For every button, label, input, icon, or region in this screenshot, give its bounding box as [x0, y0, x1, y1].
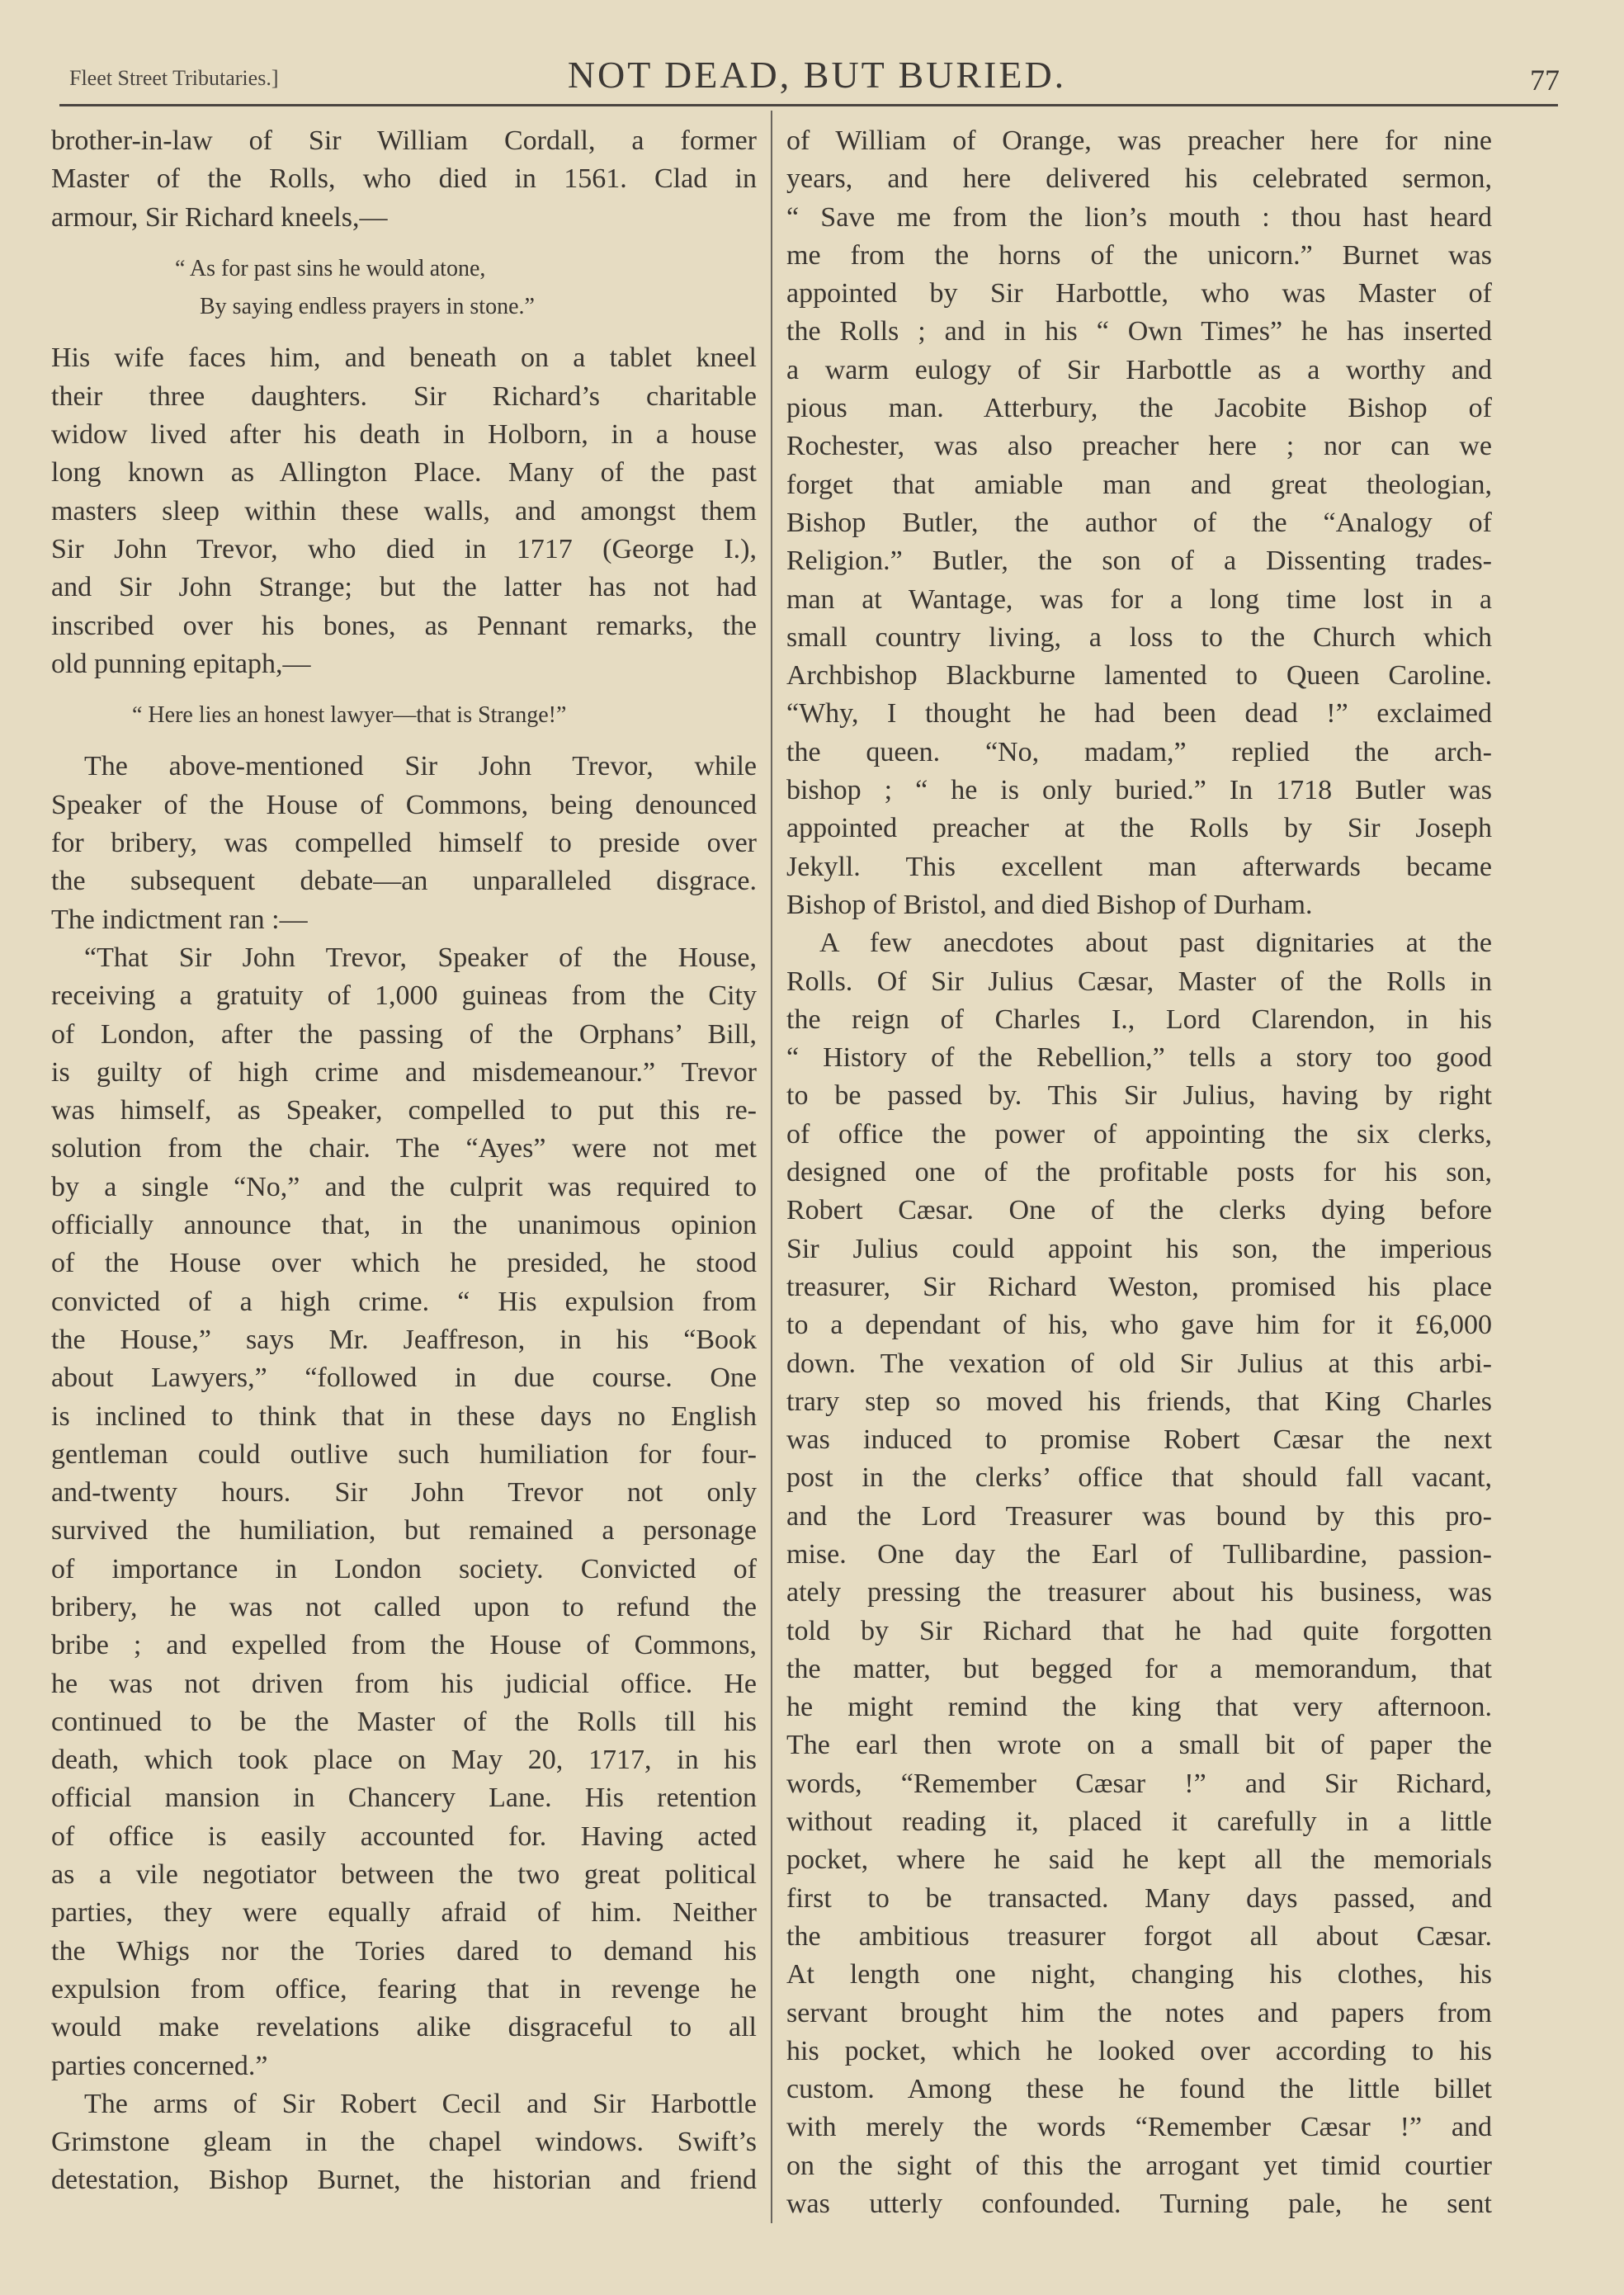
text-line: the House,” says Mr. Jeaffreson, in his “Book [51, 1324, 757, 1355]
text-line: bishop ; “ he is only buried.” In 1718 Butler was [786, 775, 1492, 806]
text-line: the Rolls ; and in his “ Own Times” he has inserted [786, 316, 1492, 347]
verse-line: “ As for past sins he would atone, [175, 255, 486, 281]
text-line: as a vile negotiator between the two great political [51, 1859, 757, 1891]
text-line: and the Lord Treasurer was bound by this pro- [786, 1500, 1492, 1532]
verse-line: By saying endless prayers in stone.” [200, 294, 535, 320]
text-line: survived the humiliation, but remained a personage [51, 1515, 757, 1547]
text-line: long known as Allington Place. Many of the past [51, 457, 757, 489]
epitaph-line: “ Here lies an honest lawyer—that is Strange!” [132, 702, 567, 729]
text-line: by a single “No,” and the culprit was required to [51, 1171, 757, 1202]
text-line: was himself, as Speaker, compelled to put this re- [51, 1095, 757, 1126]
text-line: The indictment ran :— [51, 904, 308, 935]
text-line: The earl then wrote on a small bit of paper the [786, 1730, 1492, 1761]
text-line: expulsion from office, fearing that in revenge he [51, 1973, 757, 2005]
text-line: Sir Julius could appoint his son, the imperious [786, 1233, 1492, 1264]
text-line: “Why, I thought he had been dead !” exclaimed [786, 698, 1492, 730]
text-line: the subsequent debate—an unparalleled disgrace. [51, 866, 757, 897]
text-line: receiving a gratuity of 1,000 guineas from the City [51, 980, 757, 1012]
text-line: the queen. “No, madam,” replied the arch- [786, 736, 1492, 767]
text-line: ately pressing the treasurer about his business, was [786, 1577, 1492, 1608]
text-line: masters sleep within these walls, and amongst them [51, 495, 757, 527]
right-column [786, 122, 1492, 2223]
text-line: Master of the Rolls, who died in 1561. Clad in [51, 163, 757, 195]
text-line: about Lawyers,” “followed in due course. One [51, 1362, 757, 1394]
text-line: Rochester, was also preacher here ; nor can we [786, 431, 1492, 462]
text-line: forget that amiable man and great theologian, [786, 469, 1492, 500]
text-line: solution from the chair. The “Ayes” were not met [51, 1133, 757, 1164]
text-line: convicted of a high crime. “ His expulsion from [51, 1286, 757, 1317]
text-line: he was not driven from his judicial office. He [51, 1668, 757, 1699]
text-line: At length one night, changing his clothes, his [786, 1959, 1492, 1990]
text-line: bribe ; and expelled from the House of Commons, [51, 1630, 757, 1661]
page-header [59, 51, 1574, 102]
text-line: appointed by Sir Harbottle, who was Master of [786, 278, 1492, 309]
text-line: for bribery, was compelled himself to preside over [51, 828, 757, 859]
text-line: of London, after the passing of the Orphans’ Bill, [51, 1018, 757, 1050]
page-number: 77 [1530, 64, 1560, 97]
text-line: and-twenty hours. Sir John Trevor not only [51, 1477, 757, 1509]
text-line: Religion.” Butler, the son of a Dissenting trades- [786, 545, 1492, 577]
text-line: of office the power of appointing the six clerks, [786, 1118, 1492, 1150]
text-line: pious man. Atterbury, the Jacobite Bishop of [786, 393, 1492, 424]
text-line: is inclined to think that in these days no English [51, 1400, 757, 1432]
text-line: without reading it, placed it carefully in a little [786, 1806, 1492, 1838]
text-line: “ History of the Rebellion,” tells a story too good [786, 1042, 1492, 1074]
text-line: with merely the words “Remember Cæsar !” and [786, 2112, 1492, 2143]
text-line: Jekyll. This excellent man afterwards became [786, 851, 1492, 882]
text-line: of William of Orange, was preacher here for nine [786, 125, 1492, 156]
text-line: Bishop of Bristol, and died Bishop of Durham. [786, 889, 1313, 920]
text-line: parties concerned.” [51, 2050, 268, 2081]
text-line: The arms of Sir Robert Cecil and Sir Harbottle [84, 2088, 757, 2119]
text-line: Robert Cæsar. One of the clerks dying before [786, 1195, 1492, 1226]
text-line: Rolls. Of Sir Julius Cæsar, Master of the Rolls in [786, 966, 1492, 997]
text-line: pocket, where he said he kept all the memorials [786, 1844, 1492, 1876]
text-line: Bishop Butler, the author of the “Analogy of [786, 507, 1492, 538]
text-line: servant brought him the notes and papers from [786, 1997, 1492, 2028]
text-line: trary step so moved his friends, that King Charles [786, 1386, 1492, 1417]
text-line: death, which took place on May 20, 1717, in his [51, 1745, 757, 1776]
text-line: of importance in London society. Convicted of [51, 1553, 757, 1584]
text-line: “ Save me from the lion’s mouth : thou hast heard [786, 201, 1492, 233]
text-line: appointed preacher at the Rolls by Sir Joseph [786, 813, 1492, 844]
text-line: post in the clerks’ office that should fall vacant, [786, 1462, 1492, 1494]
text-line: his pocket, which he looked over according to his [786, 2035, 1492, 2066]
text-line: was utterly confounded. Turning pale, he sent [786, 2189, 1492, 2220]
text-line: the matter, but begged for a memorandum, that [786, 1653, 1492, 1684]
header-rule [59, 104, 1558, 106]
text-line: Archbishop Blackburne lamented to Queen Caroline. [786, 660, 1492, 692]
text-line: would make revelations alike disgraceful to all [51, 2012, 757, 2043]
text-line: Speaker of the House of Commons, being denounced [51, 789, 757, 820]
text-line: the Whigs nor the Tories dared to demand his [51, 1935, 757, 1967]
text-line: treasurer, Sir Richard Weston, promised his place [786, 1271, 1492, 1302]
text-line: told by Sir Richard that he had quite forgotten [786, 1615, 1492, 1646]
text-line: bribery, he was not called upon to refund the [51, 1591, 757, 1622]
text-line: mise. One day the Earl of Tullibardine, passion- [786, 1538, 1492, 1570]
running-section-title: Fleet Street Tributaries.] [69, 66, 279, 90]
text-line: down. The vexation of old Sir Julius at this arbi- [786, 1348, 1492, 1379]
text-line: parties, they were equally afraid of him. Neither [51, 1897, 757, 1929]
text-line: he might remind the king that very afternoon. [786, 1692, 1492, 1723]
text-line: “That Sir John Trevor, Speaker of the House, [84, 942, 757, 973]
text-line: Sir John Trevor, who died in 1717 (George I.), [51, 533, 757, 564]
text-line: Grimstone gleam in the chapel windows. Swift’s [51, 2127, 757, 2158]
text-line: and Sir John Strange; but the latter has not had [51, 572, 757, 603]
text-line: widow lived after his death in Holborn, in a house [51, 419, 757, 451]
text-line: designed one of the profitable posts for his son, [786, 1157, 1492, 1188]
text-line: of office is easily accounted for. Having acted [51, 1820, 757, 1852]
text-line: to be passed by. This Sir Julius, having by right [786, 1080, 1492, 1112]
text-line: brother-in-law of Sir William Cordall, a former [51, 125, 757, 156]
text-line: to a dependant of his, who gave him for it £6,000 [786, 1310, 1492, 1341]
column-divider [771, 111, 772, 2223]
text-line: of the House over which he presided, he stood [51, 1248, 757, 1279]
text-line: old punning epitaph,— [51, 648, 311, 679]
text-line: gentleman could outlive such humiliation for four- [51, 1438, 757, 1470]
text-line: first to be transacted. Many days passed, and [786, 1882, 1492, 1914]
text-line: was induced to promise Robert Cæsar the next [786, 1424, 1492, 1456]
text-line: officially announce that, in the unanimous opinion [51, 1210, 757, 1241]
text-line: me from the horns of the unicorn.” Burnet was [786, 239, 1492, 271]
text-line: man at Wantage, was for a long time lost in a [786, 583, 1492, 615]
text-line: on the sight of this the arrogant yet timid courtier [786, 2150, 1492, 2181]
text-line: The above-mentioned Sir John Trevor, while [84, 751, 757, 782]
text-line: detestation, Bishop Burnet, the historian and friend [51, 2165, 757, 2196]
text-line: His wife faces him, and beneath on a tablet kneel [51, 342, 757, 374]
text-line: is guilty of high crime and misdemeanour.” Trevor [51, 1056, 757, 1088]
text-line: a warm eulogy of Sir Harbottle as a worthy and [786, 354, 1492, 385]
text-line: official mansion in Chancery Lane. His retention [51, 1783, 757, 1814]
text-line: years, and here delivered his celebrated sermon, [786, 163, 1492, 195]
text-line: small country living, a loss to the Church which [786, 621, 1492, 653]
text-line: words, “Remember Cæsar !” and Sir Richard, [786, 1768, 1492, 1799]
left-column [51, 122, 757, 2200]
text-line: armour, Sir Richard kneels,— [51, 201, 388, 233]
text-line: continued to be the Master of the Rolls till his [51, 1706, 757, 1737]
page-title: NOT DEAD, BUT BURIED. [567, 54, 1067, 96]
text-line: inscribed over his bones, as Pennant remarks, the [51, 610, 757, 641]
text-line: the reign of Charles I., Lord Clarendon, in his [786, 1003, 1492, 1035]
text-line: the ambitious treasurer forgot all about Cæsar. [786, 1920, 1492, 1952]
text-line: their three daughters. Sir Richard’s charitable [51, 380, 757, 412]
text-line: A few anecdotes about past dignitaries at the [819, 928, 1492, 959]
text-line: custom. Among these he found the little billet [786, 2074, 1492, 2105]
